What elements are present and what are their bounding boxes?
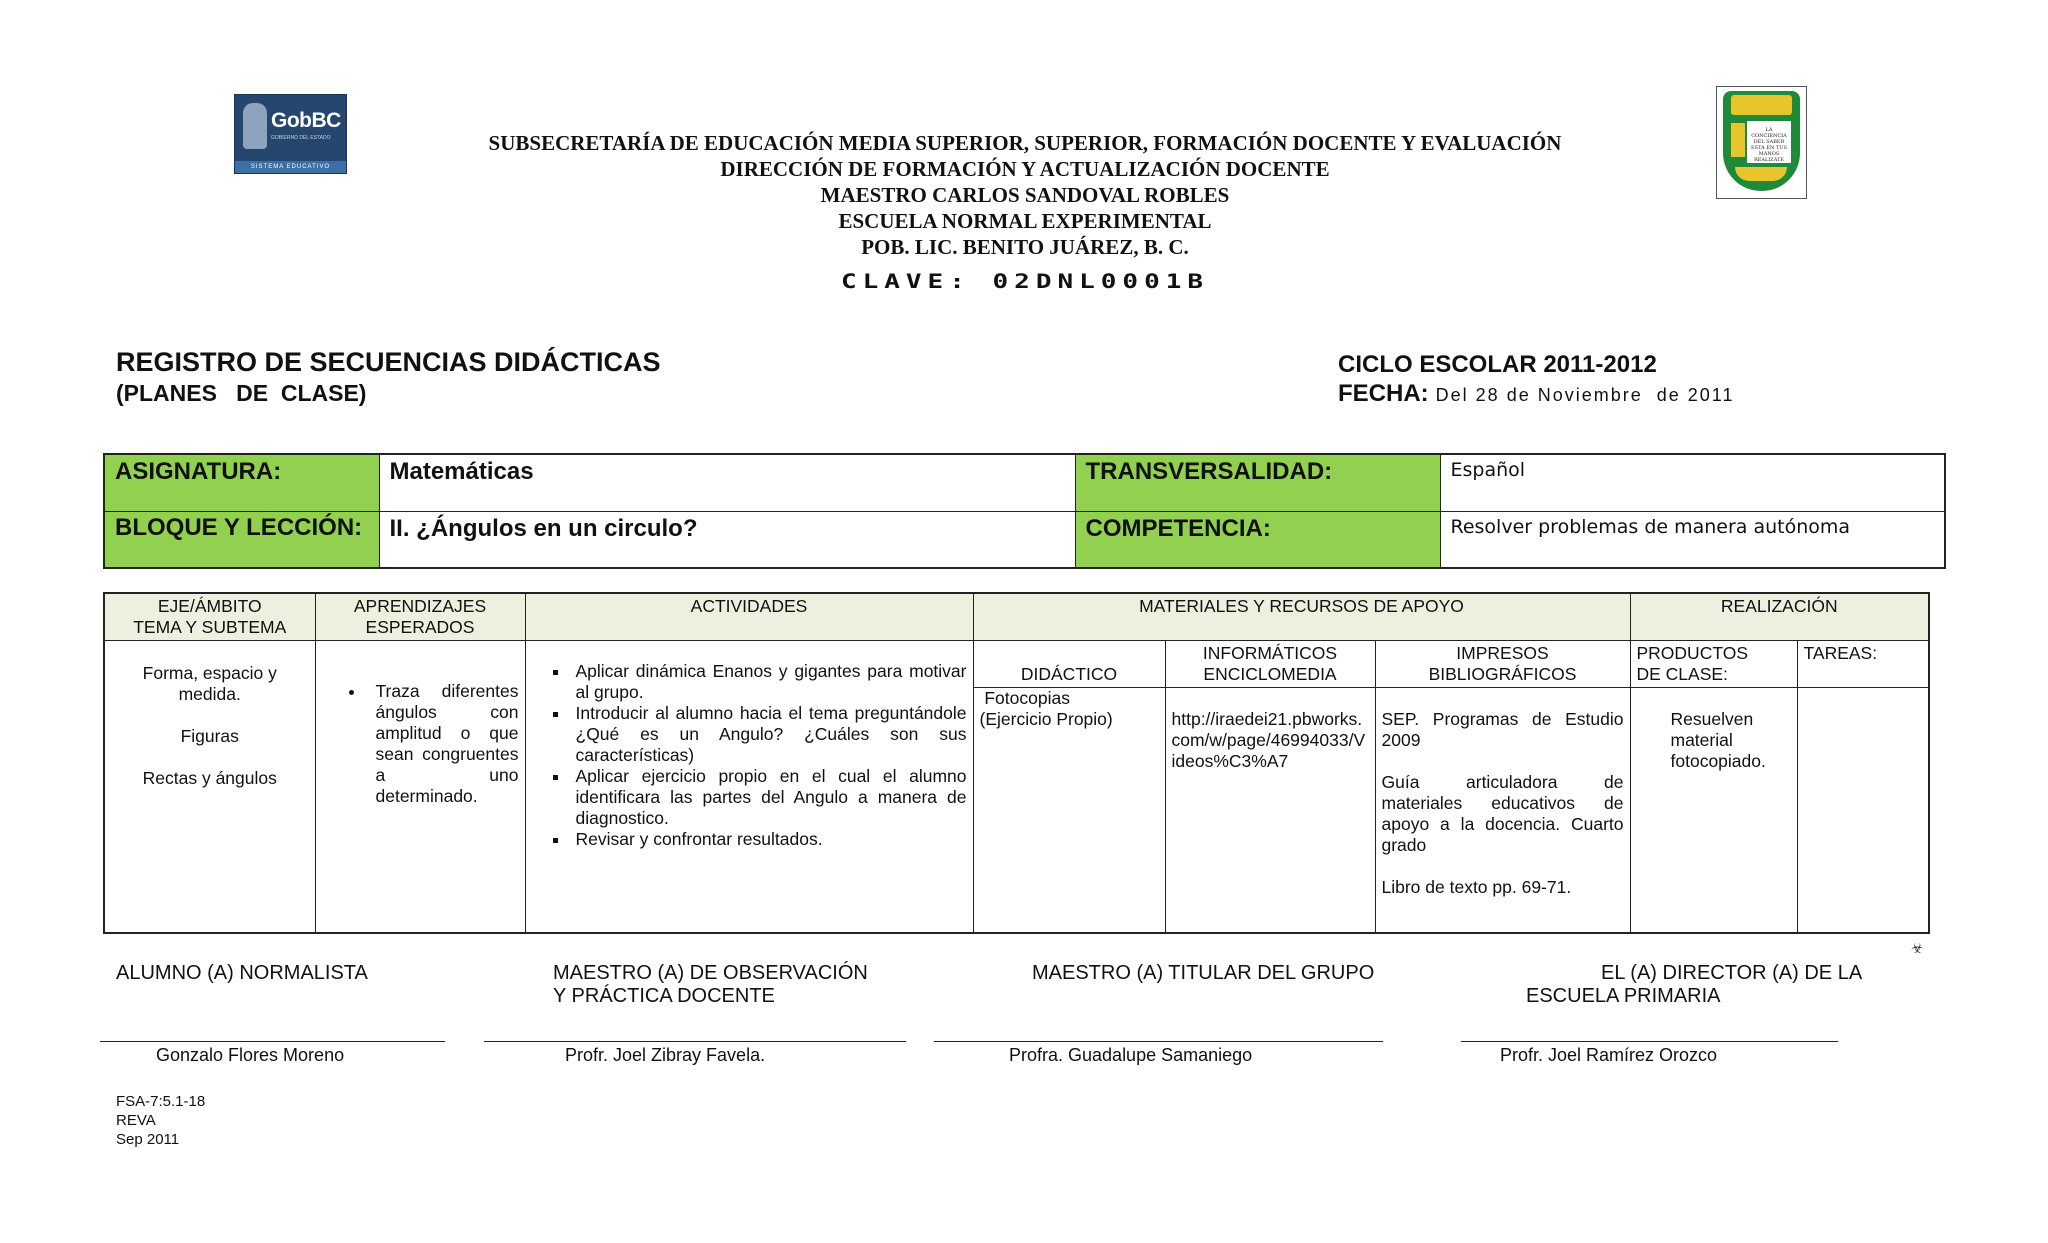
competencia-label: COMPETENCIA:	[1075, 511, 1440, 568]
header-line-direccion: DIRECCIÓN DE FORMACIÓN Y ACTUALIZACIÓN DOCENTE	[720, 157, 1330, 181]
logo-sub-text: GOBIERNO DEL ESTADO	[271, 135, 331, 141]
transversalidad-value: Español	[1440, 454, 1945, 511]
didactico-cell: Fotocopias (Ejercicio Propio)	[973, 688, 1165, 934]
impresos-cell: SEP. Programas de Estudio 2009 Guía articuladora de materiales educativos de apoyo a la docencia. Cuarto grado Libro de texto pp. 69-71.	[1375, 688, 1630, 934]
informaticos-header: INFORMÁTICOS ENCICLOMEDIA	[1165, 641, 1375, 688]
header-line-escuela: ESCUELA NORMAL EXPERIMENTAL	[838, 209, 1212, 233]
productos-header: PRODUCTOS DE CLASE:	[1630, 641, 1797, 688]
realizacion-header: REALIZACIÓN	[1630, 593, 1929, 641]
actividades-cell	[525, 641, 973, 934]
role-alumno: ALUMNO (A) NORMALISTA	[116, 962, 368, 984]
transversalidad-label: TRANSVERSALIDAD:	[1075, 454, 1440, 511]
bloque-label: BLOQUE Y LECCIÓN:	[104, 511, 379, 568]
symbol-mark: ☣	[1911, 940, 1924, 956]
info-table	[103, 453, 1946, 569]
fecha-row	[1338, 380, 1734, 408]
bloque-value: II. ¿Ángulos en un circulo?	[379, 511, 1075, 568]
fecha-value: Del 28 de Noviembre de 2011	[1428, 385, 1735, 405]
impresos-header: IMPRESOS BIBLIOGRÁFICOS	[1375, 641, 1630, 688]
header-clave: CLAVE: 02DNL0001B	[840, 270, 1210, 294]
signature-line	[484, 1041, 906, 1042]
role-director: EL (A) DIRECTOR (A) DE LA ESCUELA PRIMARIA	[1526, 962, 1863, 1007]
logo-brand-text: GobBC	[271, 109, 341, 132]
signature-name-alumno: Gonzalo Flores Moreno	[156, 1045, 345, 1065]
form-code: FSA-7:5.1-18 REVA Sep 2011	[116, 1093, 206, 1148]
signature-line	[934, 1041, 1383, 1042]
competencia-value: Resolver problemas de manera autónoma	[1440, 511, 1945, 568]
actividad-item: ▪ Aplicar dinámica Enanos y gigantes para motivar al grupo.	[570, 661, 967, 703]
signature-name-director: Profr. Joel Ramírez Orozco	[1500, 1045, 1718, 1065]
actividad-item: ▪ Introducir al alumno hacia el tema preguntándole ¿Qué es un Angulo? ¿Cuáles son sus características)	[570, 703, 967, 766]
eje-header: EJE/ÁMBITO TEMA Y SUBTEMA	[104, 593, 315, 641]
logo-strip-text: SISTEMA EDUCATIVO ESTATAL	[235, 161, 346, 173]
ciclo-escolar: CICLO ESCOLAR 2011-2012	[1338, 351, 1657, 378]
state-seal-icon	[243, 103, 267, 149]
gobbc-logo	[234, 94, 347, 182]
document-title: REGISTRO DE SECUENCIAS DIDÁCTICAS	[116, 347, 661, 377]
tareas-header: TAREAS:	[1797, 641, 1929, 688]
header-line-subsecretaria: SUBSECRETARÍA DE EDUCACIÓN MEDIA SUPERIOR, SUPERIOR, FORMACIÓN DOCENTE Y EVALUACIÓN	[488, 131, 1562, 155]
asignatura-label: ASIGNATURA:	[104, 454, 379, 511]
aprendizajes-header: APRENDIZAJES ESPERADOS	[315, 593, 525, 641]
eje-cell: Forma, espacio y medida. Figuras Rectas y ángulos	[104, 641, 315, 934]
role-maestro-observacion: MAESTRO (A) DE OBSERVACIÓN Y PRÁCTICA DOCENTE	[553, 962, 868, 1007]
document-subtitle: (PLANES DE CLASE)	[116, 380, 367, 406]
tareas-cell	[1797, 688, 1929, 934]
actividades-header: ACTIVIDADES	[525, 593, 973, 641]
signature-line	[100, 1041, 445, 1042]
asignatura-value: Matemáticas	[379, 454, 1075, 511]
didactico-header: DIDÁCTICO	[973, 641, 1165, 688]
materiales-header: MATERIALES Y RECURSOS DE APOYO	[973, 593, 1630, 641]
signature-name-observacion: Profr. Joel Zibray Favela.	[565, 1045, 766, 1065]
fecha-label: FECHA:	[1338, 380, 1429, 407]
productos-cell: Resuelven material fotocopiado.	[1630, 688, 1797, 934]
header-line-maestro: MAESTRO CARLOS SANDOVAL ROBLES	[820, 183, 1230, 207]
informaticos-cell: http://iraedei21.pbworks.com/w/page/46994033/Videos%C3%A7	[1165, 688, 1375, 934]
signature-line	[1461, 1041, 1838, 1042]
aprendizajes-cell	[315, 641, 525, 934]
aprendizaje-item: • Traza diferentes ángulos con amplitud o que sean congruentes a uno determinado.	[366, 681, 519, 807]
header-line-poblacion: POB. LIC. BENITO JUÁREZ, B. C.	[861, 235, 1189, 259]
school-shield-logo	[1716, 86, 1807, 199]
role-maestro-titular: MAESTRO (A) TITULAR DEL GRUPO	[1032, 962, 1375, 984]
logo-motto-text: LA CONCIENCIA DEL SABER ESTA EN TUS MANOS REALIZATE	[1751, 127, 1787, 163]
sequence-table	[103, 592, 1930, 934]
actividad-item: ▪ Revisar y confrontar resultados.	[570, 829, 967, 850]
actividad-item: ▪ Aplicar ejercicio propio en el cual el alumno identificara las partes del Angulo a manera de diagnostico.	[570, 766, 967, 829]
signature-name-titular: Profra. Guadalupe Samaniego	[1009, 1045, 1253, 1065]
